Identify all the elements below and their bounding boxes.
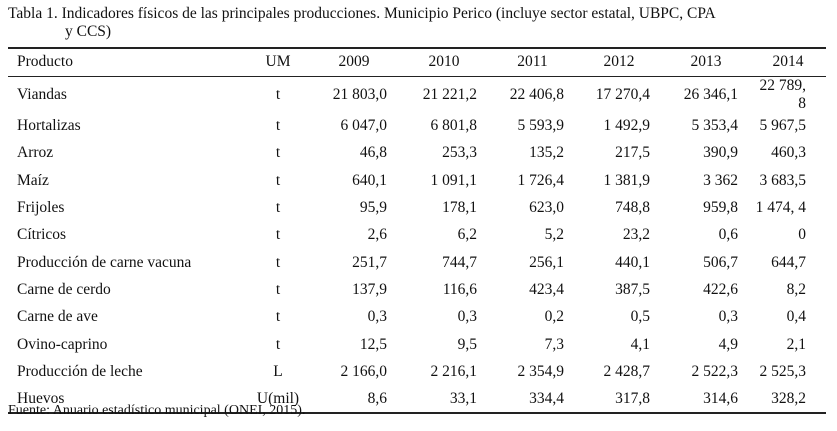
cell-2013: 4,9 [718, 335, 738, 353]
cell-um: L [273, 362, 283, 380]
table-row [8, 276, 826, 303]
cell-2013: 5 353,4 [691, 117, 738, 135]
cell-2014: 0 [798, 226, 806, 244]
production-table [8, 47, 826, 414]
cell-2010: 6,2 [457, 226, 477, 244]
table-row [8, 76, 826, 113]
header-2014: 2014 [750, 48, 826, 76]
cell-2012: 1 381,9 [603, 171, 650, 189]
cell-2010: 9,5 [457, 335, 477, 353]
cell-producto: Producción de leche [17, 362, 143, 380]
cell-2010: 253,3 [442, 144, 477, 162]
cell-producto: Maíz [17, 171, 49, 189]
cell-producto: Producción de carne vacuna [17, 253, 192, 271]
cell-2014: 1 474, 4 [755, 199, 806, 217]
cell-2011: 256,1 [529, 253, 564, 271]
cell-producto: Viandas [17, 85, 67, 103]
cell-2009: 46,8 [359, 144, 387, 162]
cell-2014: 5 967,5 [759, 117, 806, 135]
cell-2010: 1 091,1 [430, 171, 477, 189]
table-row [8, 140, 826, 167]
cell-2011: 5,2 [544, 226, 564, 244]
cell-2011: 623,0 [529, 199, 564, 217]
cell-2010: 2 216,1 [430, 362, 477, 380]
cell-2011: 334,4 [489, 385, 576, 412]
table-row [8, 331, 826, 358]
cell-2013: 0,6 [718, 226, 738, 244]
cell-2009: 0,3 [367, 308, 387, 326]
cell-2013: 0,3 [718, 308, 738, 326]
cell-2009: 137,9 [352, 280, 387, 298]
table-row [8, 113, 826, 140]
table-row [8, 358, 826, 385]
cell-producto: Cítricos [17, 226, 67, 244]
cell-2009: 2 166,0 [340, 362, 387, 380]
header-um: UM [247, 48, 309, 76]
cell-2012: 0,5 [630, 308, 650, 326]
cell-2012: 748,8 [615, 199, 650, 217]
cell-2009: 2,6 [367, 226, 387, 244]
cell-producto: Carne de cerdo [17, 280, 111, 298]
header-2012: 2012 [576, 48, 662, 76]
cell-2011: 0,2 [544, 308, 564, 326]
cell-2013: 422,6 [703, 280, 738, 298]
cell-um: t [275, 171, 281, 189]
cell-2011: 2 354,9 [517, 362, 564, 380]
cell-2014: 460,3 [771, 144, 806, 162]
cell-2013: 506,7 [703, 253, 738, 271]
cell-2010: 6 801,8 [430, 117, 477, 135]
cell-2009: 6 047,0 [340, 117, 387, 135]
cell-2013: 2 522,3 [691, 362, 738, 380]
cell-2013: 26 346,1 [683, 85, 738, 103]
cell-producto: Huevos [8, 385, 247, 412]
table-header-row [8, 48, 826, 76]
cell-2013: 3 362 [703, 171, 738, 189]
cell-2012: 440,1 [615, 253, 650, 271]
cell-2014: 0,4 [786, 308, 806, 326]
caption-line-2: y CCS) [65, 23, 112, 40]
table-row [8, 304, 826, 331]
cell-2009: 8,6 [309, 385, 399, 412]
source-note: Fuente: Anuario estadístico municipal (ONEI, 2015). [8, 403, 306, 418]
cell-2012: 2 428,7 [603, 362, 650, 380]
caption-line-1: Tabla 1. Indicadores físicos de las principales producciones. Municipio Perico (incluye sector estatal, UBPC, CPA [8, 5, 716, 22]
cell-2014: 8,2 [786, 280, 806, 298]
cell-2011: 135,2 [529, 144, 564, 162]
cell-2014: 22 789, 8 [759, 76, 806, 112]
header-2010: 2010 [399, 48, 489, 76]
cell-2011: 5 593,9 [517, 117, 564, 135]
cell-um: t [275, 85, 281, 103]
cell-um: U(mil) [247, 385, 309, 412]
cell-2013: 390,9 [703, 144, 738, 162]
header-2009: 2009 [309, 48, 399, 76]
cell-2011: 7,3 [544, 335, 564, 353]
cell-producto: Ovino-caprino [17, 335, 108, 353]
cell-producto: Hortalizas [17, 117, 81, 135]
cell-2010: 116,6 [442, 280, 477, 298]
cell-2009: 640,1 [352, 171, 387, 189]
cell-um: t [275, 308, 281, 326]
cell-um: t [275, 144, 281, 162]
cell-2009: 12,5 [359, 335, 387, 353]
cell-2011: 423,4 [529, 280, 564, 298]
cell-2014: 328,2 [750, 385, 826, 412]
cell-2012: 17 270,4 [595, 85, 650, 103]
table-row [8, 194, 826, 221]
cell-um: t [275, 253, 281, 271]
header-2013: 2013 [662, 48, 750, 76]
cell-2012: 317,8 [576, 385, 662, 412]
cell-producto: Carne de ave [17, 308, 98, 326]
cell-2009: 95,9 [359, 199, 387, 217]
cell-2014: 2 525,3 [759, 362, 806, 380]
cell-producto: Frijoles [17, 199, 65, 217]
cell-um: t [275, 280, 281, 298]
cell-2012: 23,2 [622, 226, 650, 244]
cell-2010: 21 221,2 [422, 85, 477, 103]
cell-2009: 251,7 [352, 253, 387, 271]
cell-2012: 217,5 [615, 144, 650, 162]
cell-2013: 314,6 [662, 385, 750, 412]
cell-um: t [275, 117, 281, 135]
table-row [8, 167, 826, 194]
cell-2010: 0,3 [457, 308, 477, 326]
table-row [8, 222, 826, 249]
cell-2010: 744,7 [442, 253, 477, 271]
table-body [8, 76, 826, 413]
cell-2014: 2,1 [786, 335, 806, 353]
header-2011: 2011 [489, 48, 576, 76]
cell-2012: 4,1 [630, 335, 650, 353]
cell-2010: 33,1 [399, 385, 489, 412]
cell-2010: 178,1 [442, 199, 477, 217]
cell-2012: 387,5 [615, 280, 650, 298]
cell-2011: 1 726,4 [517, 171, 564, 189]
cell-2012: 1 492,9 [603, 117, 650, 135]
cell-2009: 21 803,0 [332, 85, 387, 103]
cell-producto: Arroz [17, 144, 54, 162]
cell-um: t [275, 199, 281, 217]
cell-um: t [275, 226, 281, 244]
cell-2014: 644,7 [771, 253, 806, 271]
table-row [8, 249, 826, 276]
table-caption [8, 5, 828, 41]
header-producto: Producto [8, 48, 247, 76]
cell-2014: 3 683,5 [759, 171, 806, 189]
cell-2013: 959,8 [703, 199, 738, 217]
cell-um: t [275, 335, 281, 353]
cell-2011: 22 406,8 [509, 85, 564, 103]
